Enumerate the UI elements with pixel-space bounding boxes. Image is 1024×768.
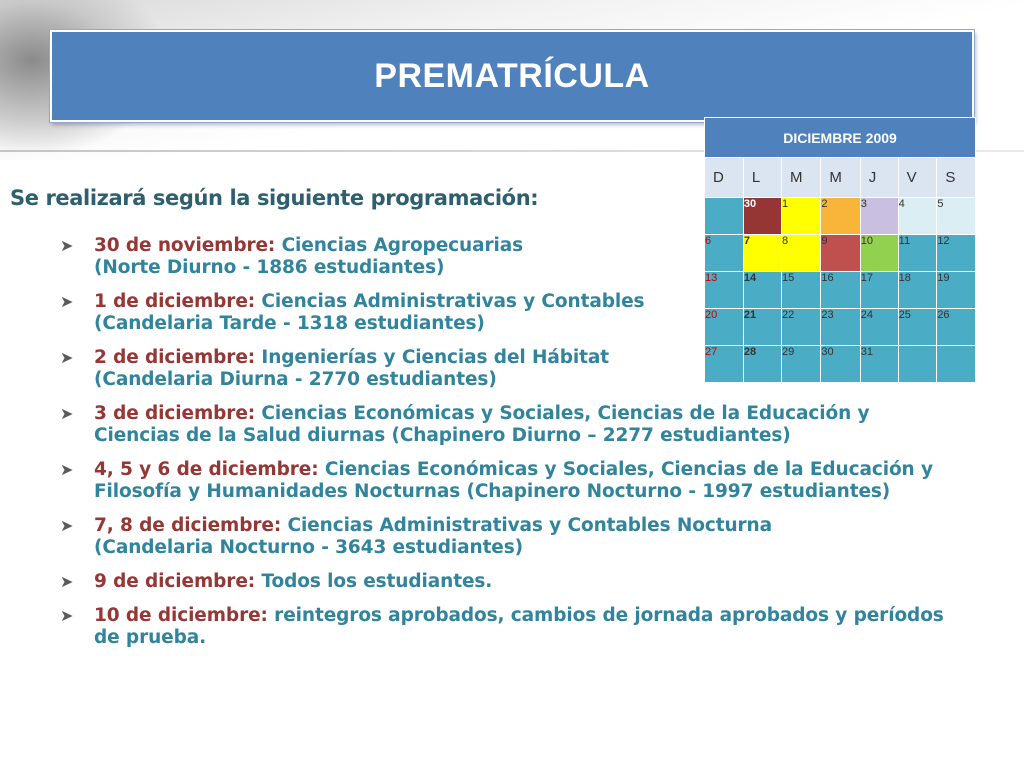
- schedule-detail: (Norte Diurno - 1886 estudiantes): [94, 257, 445, 278]
- calendar-day-cell: 20: [705, 309, 744, 346]
- weekday-label: D: [705, 158, 744, 198]
- calendar-day-cell: 13: [705, 272, 744, 309]
- calendar-week-row: [705, 345, 976, 382]
- calendar-day-cell: [705, 198, 744, 235]
- weekday-label: S: [937, 158, 976, 198]
- calendar-day-cell: 21: [743, 309, 781, 346]
- calendar-day-cell: 9: [821, 235, 860, 272]
- arrow-bullet-icon: ➤: [60, 348, 74, 367]
- calendar-day-cell: 17: [860, 272, 898, 309]
- schedule-desc: Ciencias Económicas y Sociales, Ciencias de la Educación y Ciencias de la Salud diurnas (Chapinero Diurno – 2277 estudiantes): [94, 403, 870, 446]
- schedule-date: 4, 5 y 6 de diciembre:: [94, 459, 319, 480]
- calendar-day-cell: 29: [782, 345, 821, 382]
- schedule-date: 30 de noviembre:: [94, 235, 276, 256]
- calendar-day-cell: 6: [705, 235, 744, 272]
- schedule-detail: (Candelaria Diurna - 2770 estudiantes): [94, 369, 497, 390]
- calendar-day-cell: 30: [821, 345, 860, 382]
- weekday-label: V: [898, 158, 937, 198]
- calendar-day-cell: 24: [860, 309, 898, 346]
- schedule-desc: Ciencias Administrativas y Contables: [255, 291, 645, 312]
- schedule-date: 2 de diciembre:: [94, 347, 256, 368]
- schedule-item: [58, 459, 958, 503]
- calendar-day-cell: 22: [782, 309, 821, 346]
- schedule-item: [58, 403, 958, 447]
- schedule-date: 7, 8 de diciembre:: [94, 515, 282, 536]
- calendar-day-cell: 15: [782, 272, 821, 309]
- schedule-item: [58, 571, 958, 593]
- intro-heading: Se realizará según la siguiente programación:: [10, 186, 539, 210]
- weekday-label: J: [860, 158, 898, 198]
- calendar-day-cell: 2: [821, 198, 860, 235]
- calendar-day-cell: 23: [821, 309, 860, 346]
- arrow-bullet-icon: ➤: [60, 606, 74, 625]
- arrow-bullet-icon: ➤: [60, 516, 74, 535]
- calendar-day-cell: 5: [937, 198, 976, 235]
- calendar-day-cell: 7: [743, 235, 781, 272]
- schedule-item: [58, 515, 958, 559]
- calendar-day-cell: [937, 345, 976, 382]
- weekday-label: L: [743, 158, 781, 198]
- schedule-date: 3 de diciembre:: [94, 403, 256, 424]
- schedule-item: [58, 605, 958, 649]
- arrow-bullet-icon: ➤: [60, 404, 74, 423]
- calendar-day-cell: [898, 345, 937, 382]
- calendar-day-cell: 25: [898, 309, 937, 346]
- arrow-bullet-icon: ➤: [60, 572, 74, 591]
- calendar-day-cell: 30: [743, 198, 781, 235]
- schedule-desc: Ciencias Agropecuarias: [275, 235, 524, 256]
- schedule-desc: Ingenierías y Ciencias del Hábitat: [255, 347, 609, 368]
- calendar-week-row: [705, 198, 976, 235]
- arrow-bullet-icon: ➤: [60, 460, 74, 479]
- calendar-day-cell: 1: [782, 198, 821, 235]
- calendar-month-title: DICIEMBRE 2009: [705, 118, 976, 158]
- calendar-day-cell: 16: [821, 272, 860, 309]
- schedule-desc: Ciencias Económicas y Sociales, Ciencias de la Educación y Filosofía y Humanidades Nocturnas (Chapinero Nocturno - 1997 estudiantes): [94, 459, 933, 502]
- calendar-day-cell: 3: [860, 198, 898, 235]
- calendar-day-cell: 28: [743, 345, 781, 382]
- calendar-day-cell: 10: [860, 235, 898, 272]
- page-title: PREMATRÍCULA: [374, 56, 650, 95]
- schedule-date: 10 de diciembre:: [94, 605, 268, 626]
- weekday-label: M: [821, 158, 860, 198]
- arrow-bullet-icon: ➤: [60, 236, 74, 255]
- calendar-day-cell: 18: [898, 272, 937, 309]
- calendar-day-cell: 19: [937, 272, 976, 309]
- title-banner: [50, 30, 974, 122]
- calendar-day-cell: 11: [898, 235, 937, 272]
- calendar-day-cell: 4: [898, 198, 937, 235]
- schedule-desc: Todos los estudiantes.: [255, 571, 493, 592]
- calendar-weekday-row: [705, 158, 976, 198]
- arrow-bullet-icon: ➤: [60, 292, 74, 311]
- schedule-detail: (Candelaria Tarde - 1318 estudiantes): [94, 313, 485, 334]
- schedule-date: 1 de diciembre:: [94, 291, 256, 312]
- calendar-table: [704, 117, 976, 383]
- calendar-day-cell: 26: [937, 309, 976, 346]
- calendar-week-row: [705, 235, 976, 272]
- calendar-day-cell: 8: [782, 235, 821, 272]
- schedule-detail: (Candelaria Nocturno - 3643 estudiantes): [94, 537, 524, 558]
- schedule-date: 9 de diciembre:: [94, 571, 256, 592]
- calendar-week-row: [705, 272, 976, 309]
- calendar-day-cell: 12: [937, 235, 976, 272]
- calendar-day-cell: 14: [743, 272, 781, 309]
- weekday-label: M: [782, 158, 821, 198]
- schedule-desc: reintegros aprobados, cambios de jornada aprobados y períodos de prueba.: [94, 605, 944, 648]
- schedule-desc: Ciencias Administrativas y Contables Nocturna: [281, 515, 772, 536]
- calendar-day-cell: 31: [860, 345, 898, 382]
- calendar-week-row: [705, 309, 976, 346]
- calendar-day-cell: 27: [705, 345, 744, 382]
